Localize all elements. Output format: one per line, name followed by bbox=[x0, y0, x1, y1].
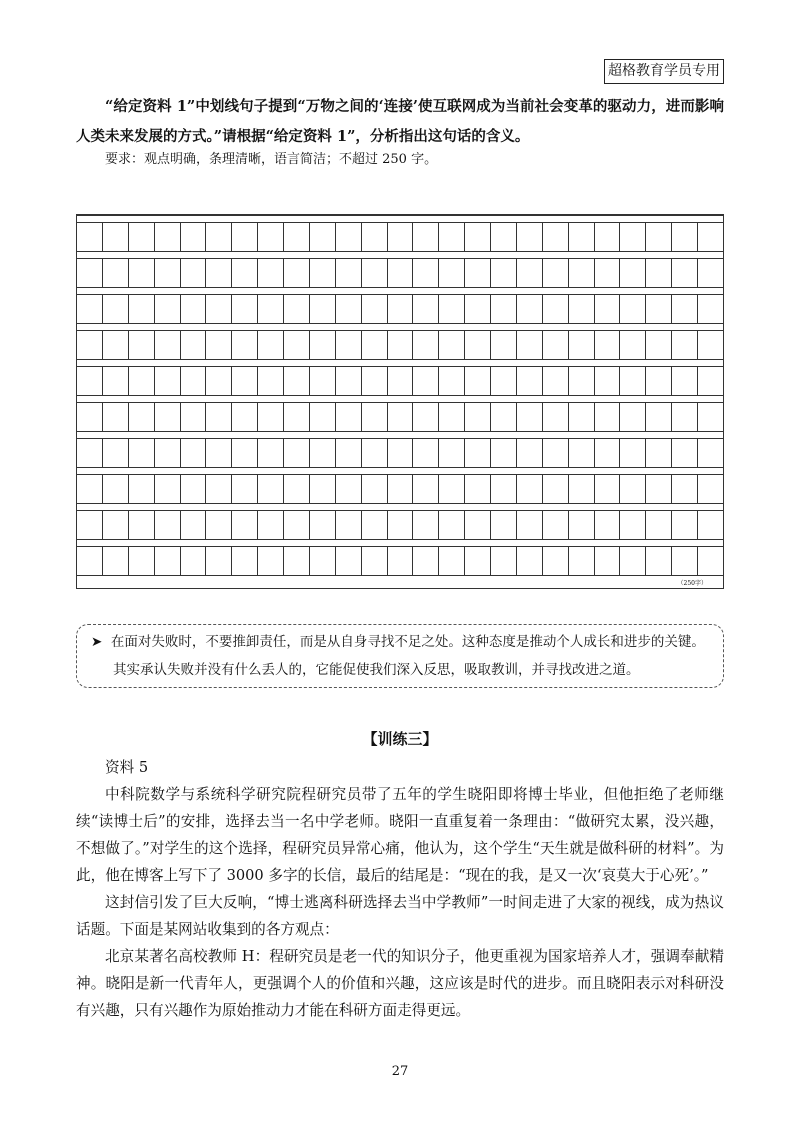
grid-cell[interactable] bbox=[310, 511, 336, 539]
grid-cell[interactable] bbox=[232, 475, 258, 503]
grid-cell[interactable] bbox=[646, 511, 672, 539]
grid-cell[interactable] bbox=[362, 403, 388, 431]
grid-cell[interactable] bbox=[258, 223, 284, 251]
grid-cell[interactable] bbox=[284, 331, 310, 359]
grid-cell[interactable] bbox=[181, 403, 207, 431]
grid-cell[interactable] bbox=[336, 367, 362, 395]
grid-cell[interactable] bbox=[284, 547, 310, 575]
grid-cell[interactable] bbox=[646, 259, 672, 287]
grid-cell[interactable] bbox=[413, 403, 439, 431]
grid-cell[interactable] bbox=[155, 547, 181, 575]
grid-cell[interactable] bbox=[439, 511, 465, 539]
grid-cell[interactable] bbox=[646, 295, 672, 323]
question-requirement: 要求：观点明确，条理清晰，语言简洁；不超过 250 字。 bbox=[105, 152, 438, 167]
grid-cell[interactable] bbox=[569, 259, 595, 287]
grid-cell[interactable] bbox=[698, 475, 723, 503]
grid-cell[interactable] bbox=[595, 547, 621, 575]
grid-cell[interactable] bbox=[206, 295, 232, 323]
grid-cell[interactable] bbox=[620, 511, 646, 539]
paragraph: 这封信引发了巨大反响，“博士逃离科研选择去当中学教师”一时间走进了大家的视线，成为热议话题。下面是某网站收集到的各方观点： bbox=[76, 894, 724, 938]
grid-cell[interactable] bbox=[284, 223, 310, 251]
grid-cell[interactable] bbox=[620, 367, 646, 395]
grid-cell[interactable] bbox=[439, 331, 465, 359]
grid-cell[interactable] bbox=[232, 367, 258, 395]
grid-cell[interactable] bbox=[232, 259, 258, 287]
grid-cell[interactable] bbox=[388, 331, 414, 359]
grid-cell[interactable] bbox=[388, 475, 414, 503]
grid-cell[interactable] bbox=[413, 511, 439, 539]
grid-cell[interactable] bbox=[672, 223, 698, 251]
grid-cell[interactable] bbox=[491, 511, 517, 539]
grid-cell[interactable] bbox=[595, 223, 621, 251]
grid-cell[interactable] bbox=[129, 295, 155, 323]
grid-cell[interactable] bbox=[258, 511, 284, 539]
grid-cell[interactable] bbox=[129, 367, 155, 395]
grid-cell[interactable] bbox=[232, 331, 258, 359]
tip-line-1: 在面对失败时，不要推卸责任，而是从自身寻找不足之处。这种态度是推动个人成长和进步的关键。 bbox=[110, 634, 705, 650]
grid-cell[interactable] bbox=[362, 439, 388, 467]
grid-cell[interactable] bbox=[336, 295, 362, 323]
grid-cell[interactable] bbox=[620, 403, 646, 431]
grid-cell[interactable] bbox=[258, 295, 284, 323]
grid-cell[interactable] bbox=[698, 547, 723, 575]
grid-cell[interactable] bbox=[646, 547, 672, 575]
grid-cell[interactable] bbox=[439, 475, 465, 503]
grid-cell[interactable] bbox=[595, 331, 621, 359]
grid-cell[interactable] bbox=[569, 331, 595, 359]
grid-cell[interactable] bbox=[439, 547, 465, 575]
grid-cell[interactable] bbox=[672, 475, 698, 503]
grid-row-spacer bbox=[77, 288, 723, 295]
grid-cell[interactable] bbox=[620, 295, 646, 323]
grid-cell[interactable] bbox=[336, 547, 362, 575]
grid-cell[interactable] bbox=[620, 223, 646, 251]
grid-cell[interactable] bbox=[595, 475, 621, 503]
grid-cell[interactable] bbox=[698, 511, 723, 539]
grid-cell[interactable] bbox=[439, 367, 465, 395]
grid-cell[interactable] bbox=[336, 475, 362, 503]
grid-cell[interactable] bbox=[155, 367, 181, 395]
grid-cell[interactable] bbox=[310, 439, 336, 467]
grid-cell[interactable] bbox=[77, 223, 103, 251]
grid-cell[interactable] bbox=[181, 511, 207, 539]
grid-cell[interactable] bbox=[698, 403, 723, 431]
grid-cell[interactable] bbox=[439, 439, 465, 467]
grid-row-spacer bbox=[77, 504, 723, 511]
grid-cell[interactable] bbox=[543, 403, 569, 431]
grid-cell[interactable] bbox=[672, 547, 698, 575]
grid-cell[interactable] bbox=[517, 475, 543, 503]
grid-cell[interactable] bbox=[77, 547, 103, 575]
tip-line-2: 其实承认失败并没有什么丢人的，它能促使我们深入反思，吸取教训，并寻找改进之道。 bbox=[113, 662, 640, 678]
grid-cell[interactable] bbox=[388, 547, 414, 575]
grid-cell[interactable] bbox=[77, 367, 103, 395]
grid-cell[interactable] bbox=[155, 259, 181, 287]
grid-cell[interactable] bbox=[155, 223, 181, 251]
grid-row bbox=[77, 331, 723, 360]
grid-cell[interactable] bbox=[620, 547, 646, 575]
grid-cell[interactable] bbox=[672, 259, 698, 287]
grid-row-spacer bbox=[77, 468, 723, 475]
grid-cell[interactable] bbox=[206, 259, 232, 287]
grid-cell[interactable] bbox=[232, 403, 258, 431]
grid-cell[interactable] bbox=[362, 331, 388, 359]
grid-cell[interactable] bbox=[258, 259, 284, 287]
grid-cell[interactable] bbox=[491, 475, 517, 503]
grid-cell[interactable] bbox=[646, 367, 672, 395]
grid-row-spacer bbox=[77, 252, 723, 259]
grid-cell[interactable] bbox=[232, 511, 258, 539]
grid-cell[interactable] bbox=[284, 475, 310, 503]
grid-cell[interactable] bbox=[595, 259, 621, 287]
grid-cell[interactable] bbox=[206, 475, 232, 503]
grid-cell[interactable] bbox=[413, 259, 439, 287]
grid-cell[interactable] bbox=[672, 331, 698, 359]
grid-cell[interactable] bbox=[698, 259, 723, 287]
grid-cell[interactable] bbox=[232, 223, 258, 251]
grid-cell[interactable] bbox=[465, 511, 491, 539]
grid-cell[interactable] bbox=[310, 295, 336, 323]
grid-cell[interactable] bbox=[103, 475, 129, 503]
grid-cell[interactable] bbox=[258, 331, 284, 359]
grid-cell[interactable] bbox=[413, 439, 439, 467]
grid-cell[interactable] bbox=[362, 223, 388, 251]
grid-cell[interactable] bbox=[362, 475, 388, 503]
grid-cell[interactable] bbox=[103, 331, 129, 359]
grid-cell[interactable] bbox=[129, 331, 155, 359]
grid-cell[interactable] bbox=[284, 367, 310, 395]
grid-cell[interactable] bbox=[258, 403, 284, 431]
grid-cell[interactable] bbox=[103, 511, 129, 539]
grid-cell[interactable] bbox=[103, 403, 129, 431]
material-body bbox=[76, 754, 724, 1024]
grid-cell[interactable] bbox=[491, 259, 517, 287]
grid-cell[interactable] bbox=[155, 439, 181, 467]
grid-cell[interactable] bbox=[77, 439, 103, 467]
grid-cell[interactable] bbox=[439, 295, 465, 323]
grid-cell[interactable] bbox=[413, 367, 439, 395]
grid-cell[interactable] bbox=[595, 367, 621, 395]
grid-cell[interactable] bbox=[206, 367, 232, 395]
grid-cell[interactable] bbox=[672, 295, 698, 323]
grid-cell[interactable] bbox=[569, 223, 595, 251]
grid-cell[interactable] bbox=[465, 547, 491, 575]
grid-cell[interactable] bbox=[206, 223, 232, 251]
grid-cell[interactable] bbox=[646, 331, 672, 359]
grid-cell[interactable] bbox=[103, 439, 129, 467]
grid-cell[interactable] bbox=[413, 475, 439, 503]
grid-cell[interactable] bbox=[232, 295, 258, 323]
grid-cell[interactable] bbox=[129, 223, 155, 251]
grid-cell[interactable] bbox=[284, 439, 310, 467]
grid-cell[interactable] bbox=[698, 331, 723, 359]
grid-cell[interactable] bbox=[77, 475, 103, 503]
grid-cell[interactable] bbox=[672, 511, 698, 539]
grid-cell[interactable] bbox=[543, 547, 569, 575]
grid-cell[interactable] bbox=[465, 295, 491, 323]
grid-cell[interactable] bbox=[129, 403, 155, 431]
grid-cell[interactable] bbox=[181, 367, 207, 395]
grid-cell[interactable] bbox=[465, 403, 491, 431]
grid-cell[interactable] bbox=[595, 403, 621, 431]
grid-cell[interactable] bbox=[491, 439, 517, 467]
grid-cell[interactable] bbox=[543, 295, 569, 323]
grid-cell[interactable] bbox=[129, 511, 155, 539]
grid-row-spacer bbox=[77, 396, 723, 403]
grid-cell[interactable] bbox=[284, 295, 310, 323]
grid-cell[interactable] bbox=[413, 295, 439, 323]
grid-cell[interactable] bbox=[543, 367, 569, 395]
grid-cell[interactable] bbox=[698, 439, 723, 467]
grid-cell[interactable] bbox=[543, 223, 569, 251]
grid-cell[interactable] bbox=[595, 295, 621, 323]
grid-cell[interactable] bbox=[543, 259, 569, 287]
grid-cell[interactable] bbox=[206, 403, 232, 431]
grid-cell[interactable] bbox=[569, 547, 595, 575]
grid-row bbox=[77, 295, 723, 324]
grid-cell[interactable] bbox=[388, 439, 414, 467]
paragraph: 中科院数学与系统科学研究院程研究员带了五年的学生晓阳即将博士毕业，但他拒绝了老师继续“读博士后”的安排，选择去当一名中学老师。晓阳一直重复着一条理由：“做研究太累，没兴趣，不想做了。”对学生的这个选择，程研究员异常心痛，他认为，这个学生“天生就是做科研的材料”。为此，他在博客上写下了 3000 多字的长信，最后的结尾是：“现在的我，是又一次‘哀莫大于心死’。” bbox=[76, 786, 724, 884]
grid-cell[interactable] bbox=[413, 547, 439, 575]
grid-cell[interactable] bbox=[569, 367, 595, 395]
grid-cell[interactable] bbox=[181, 475, 207, 503]
grid-cell[interactable] bbox=[206, 331, 232, 359]
grid-cell[interactable] bbox=[336, 439, 362, 467]
grid-cell[interactable] bbox=[595, 439, 621, 467]
grid-cell[interactable] bbox=[310, 367, 336, 395]
grid-cell[interactable] bbox=[517, 259, 543, 287]
grid-cell[interactable] bbox=[258, 367, 284, 395]
material-label: 资料 5 bbox=[105, 759, 149, 776]
grid-cell[interactable] bbox=[388, 259, 414, 287]
grid-cell[interactable] bbox=[129, 547, 155, 575]
grid-cell[interactable] bbox=[155, 331, 181, 359]
grid-cell[interactable] bbox=[77, 295, 103, 323]
grid-cell[interactable] bbox=[181, 439, 207, 467]
grid-row-spacer bbox=[77, 324, 723, 331]
grid-cell[interactable] bbox=[181, 259, 207, 287]
grid-cell[interactable] bbox=[103, 547, 129, 575]
grid-cell[interactable] bbox=[362, 295, 388, 323]
grid-cell[interactable] bbox=[439, 403, 465, 431]
arrow-bullet-icon: ➤ bbox=[91, 634, 103, 650]
question-text: “给定资料 1”中划线句子提到“万物之间的‘连接’使互联网成为当前社会变革的驱动力，进而影响人类未来发展的方式。”请根据“给定资料 1”，分析指出这句话的含义。 bbox=[76, 98, 724, 145]
grid-cell[interactable] bbox=[465, 367, 491, 395]
grid-cell[interactable] bbox=[310, 223, 336, 251]
grid-cell[interactable] bbox=[517, 439, 543, 467]
grid-cell[interactable] bbox=[465, 475, 491, 503]
paragraph: 北京某著名高校教师 H：程研究员是老一代的知识分子，他更重视为国家培养人才，强调奉献精神。晓阳是新一代青年人，更强调个人的价值和兴趣，这应该是时代的进步。而且晓阳表示对科研没有兴趣，只有兴趣作为原始推动力才能在科研方面走得更远。 bbox=[76, 948, 724, 1019]
grid-cell[interactable] bbox=[206, 547, 232, 575]
grid-cell[interactable] bbox=[569, 439, 595, 467]
grid-cell[interactable] bbox=[284, 403, 310, 431]
grid-cell[interactable] bbox=[181, 223, 207, 251]
grid-cell[interactable] bbox=[517, 223, 543, 251]
grid-cell[interactable] bbox=[646, 439, 672, 467]
grid-footer bbox=[77, 576, 723, 588]
grid-row bbox=[77, 259, 723, 288]
grid-row-spacer bbox=[77, 216, 723, 223]
grid-cell[interactable] bbox=[258, 547, 284, 575]
section-title: 【训练三】 bbox=[362, 730, 438, 748]
grid-cell[interactable] bbox=[620, 259, 646, 287]
grid-row bbox=[77, 223, 723, 252]
grid-row bbox=[77, 403, 723, 432]
grid-cell[interactable] bbox=[77, 331, 103, 359]
grid-row-spacer bbox=[77, 540, 723, 547]
grid-cell[interactable] bbox=[491, 547, 517, 575]
grid-cell[interactable] bbox=[620, 475, 646, 503]
grid-cell[interactable] bbox=[491, 223, 517, 251]
grid-cell[interactable] bbox=[569, 403, 595, 431]
page-number: 27 bbox=[391, 1064, 409, 1079]
grid-cell[interactable] bbox=[362, 511, 388, 539]
grid-cell[interactable] bbox=[310, 331, 336, 359]
grid-cell[interactable] bbox=[517, 511, 543, 539]
grid-cell[interactable] bbox=[155, 511, 181, 539]
grid-cell[interactable] bbox=[543, 511, 569, 539]
grid-cell[interactable] bbox=[465, 223, 491, 251]
grid-row bbox=[77, 475, 723, 504]
grid-cell[interactable] bbox=[491, 295, 517, 323]
grid-cell[interactable] bbox=[698, 367, 723, 395]
grid-cell[interactable] bbox=[155, 403, 181, 431]
grid-row bbox=[77, 367, 723, 396]
grid-cell[interactable] bbox=[336, 331, 362, 359]
grid-cell[interactable] bbox=[129, 439, 155, 467]
grid-cell[interactable] bbox=[517, 403, 543, 431]
grid-row bbox=[77, 439, 723, 468]
grid-cell[interactable] bbox=[336, 223, 362, 251]
header-badge: 超格教育学员专用 bbox=[604, 59, 724, 84]
grid-cell[interactable] bbox=[491, 331, 517, 359]
grid-cell[interactable] bbox=[336, 259, 362, 287]
grid-cell[interactable] bbox=[646, 223, 672, 251]
grid-cell[interactable] bbox=[413, 223, 439, 251]
grid-cell[interactable] bbox=[439, 259, 465, 287]
grid-cell[interactable] bbox=[439, 223, 465, 251]
grid-cell[interactable] bbox=[672, 403, 698, 431]
grid-cell[interactable] bbox=[491, 403, 517, 431]
grid-row bbox=[77, 547, 723, 576]
grid-cell[interactable] bbox=[543, 475, 569, 503]
grid-cell[interactable] bbox=[155, 295, 181, 323]
grid-cell[interactable] bbox=[129, 475, 155, 503]
grid-cell[interactable] bbox=[646, 475, 672, 503]
grid-cell[interactable] bbox=[569, 475, 595, 503]
grid-cell[interactable] bbox=[232, 439, 258, 467]
grid-cell[interactable] bbox=[620, 439, 646, 467]
grid-cell[interactable] bbox=[388, 367, 414, 395]
grid-cell[interactable] bbox=[284, 511, 310, 539]
grid-cell[interactable] bbox=[388, 223, 414, 251]
grid-cell[interactable] bbox=[672, 367, 698, 395]
answer-grid[interactable] bbox=[76, 214, 724, 589]
grid-cell[interactable] bbox=[206, 511, 232, 539]
grid-cell[interactable] bbox=[595, 511, 621, 539]
grid-cell[interactable] bbox=[362, 259, 388, 287]
grid-cell[interactable] bbox=[672, 439, 698, 467]
grid-cell[interactable] bbox=[103, 223, 129, 251]
grid-cell[interactable] bbox=[646, 403, 672, 431]
grid-cell[interactable] bbox=[517, 547, 543, 575]
grid-cell[interactable] bbox=[388, 295, 414, 323]
grid-cell[interactable] bbox=[155, 475, 181, 503]
grid-cell[interactable] bbox=[569, 295, 595, 323]
word-limit-label: （250字） bbox=[677, 580, 707, 587]
grid-cell[interactable] bbox=[206, 439, 232, 467]
grid-cell[interactable] bbox=[284, 259, 310, 287]
grid-cell[interactable] bbox=[543, 331, 569, 359]
grid-cell[interactable] bbox=[77, 511, 103, 539]
grid-cell[interactable] bbox=[258, 439, 284, 467]
grid-cell[interactable] bbox=[465, 259, 491, 287]
grid-cell[interactable] bbox=[129, 259, 155, 287]
grid-cell[interactable] bbox=[362, 547, 388, 575]
grid-cell[interactable] bbox=[103, 259, 129, 287]
grid-cell[interactable] bbox=[388, 511, 414, 539]
grid-cell[interactable] bbox=[310, 403, 336, 431]
grid-cell[interactable] bbox=[336, 511, 362, 539]
grid-cell[interactable] bbox=[362, 367, 388, 395]
grid-cell[interactable] bbox=[569, 511, 595, 539]
grid-cell[interactable] bbox=[517, 295, 543, 323]
grid-cell[interactable] bbox=[310, 475, 336, 503]
grid-cell[interactable] bbox=[388, 403, 414, 431]
grid-cell[interactable] bbox=[77, 403, 103, 431]
grid-cell[interactable] bbox=[181, 331, 207, 359]
grid-row-spacer bbox=[77, 432, 723, 439]
grid-cell[interactable] bbox=[336, 403, 362, 431]
grid-cell[interactable] bbox=[77, 259, 103, 287]
grid-row-spacer bbox=[77, 360, 723, 367]
grid-cell[interactable] bbox=[620, 331, 646, 359]
grid-cell[interactable] bbox=[413, 331, 439, 359]
grid-cell[interactable] bbox=[698, 295, 723, 323]
grid-cell[interactable] bbox=[103, 295, 129, 323]
grid-cell[interactable] bbox=[103, 367, 129, 395]
grid-cell[interactable] bbox=[465, 439, 491, 467]
grid-cell[interactable] bbox=[698, 223, 723, 251]
grid-cell[interactable] bbox=[310, 547, 336, 575]
grid-cell[interactable] bbox=[517, 367, 543, 395]
grid-row bbox=[77, 511, 723, 540]
grid-cell[interactable] bbox=[543, 439, 569, 467]
grid-cell[interactable] bbox=[181, 295, 207, 323]
grid-cell[interactable] bbox=[181, 547, 207, 575]
grid-cell[interactable] bbox=[258, 475, 284, 503]
grid-cell[interactable] bbox=[517, 331, 543, 359]
grid-cell[interactable] bbox=[310, 259, 336, 287]
grid-cell[interactable] bbox=[491, 367, 517, 395]
tip-box bbox=[76, 624, 724, 688]
grid-cell[interactable] bbox=[232, 547, 258, 575]
grid-cell[interactable] bbox=[465, 331, 491, 359]
